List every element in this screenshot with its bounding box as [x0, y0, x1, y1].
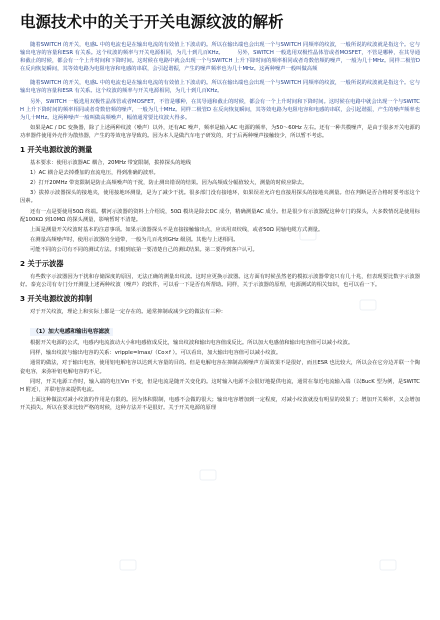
paragraph-notes: 上面是测量开关纹波时基本的注意事项。如果示波器探头不是直接接触输出点，应该用双绞线，或者50Ω 同轴电缆方式测量。: [30, 226, 324, 233]
paragraph-limitations: 上面这种做法对减小纹波的作用是有限的。因为体积限制，电感不会做的很大；输出电容增加到一定程度，对减小纹波就没有明显的效果了；增加开关频率，又会增加开关损失。所以在要求比较严格的时候，这种方法并不是很好。关于开关电源的原理: [20, 396, 420, 411]
paragraph-input-capacitor: 同时，开关电源工作时，输入端的电压Vin 不变，但是电流是随开关变化的。这时输入电源不会很好地提供电流，通常在靠近电流输入端（以BucK 型为例，是SWITCH 附近），并联电容来提供电流。: [20, 378, 420, 393]
section-heading-suppression: 3 开关电源纹波的抑制: [20, 294, 93, 304]
paragraph-bandwidth: 2）打开20MHz 带宽限制是防止高频噪声的干扰，防止测出错误的结果。因为高频成分幅值较大，测量的时候应除去。: [30, 180, 308, 187]
paragraph-hf-measure: 在测量高频噪声时，使用示波器的全通带，一般为几百兆到GHz 级别。其他与上述相同。: [30, 236, 239, 243]
paragraph-ac-noise: 如果是AC / DC 变换器，除了上述两种纹波（噪声）以外，还有AC 噪声，频率是输入AC 电源的频率，为50～60Hz 左右。还有一种共模噪声，是由于很多开关电源的功率器件使用外壳作为散热器，产生的等效电容导致的。因为本人是做汽车电子研发的，对于后两种噪声接触较少，所以暂不考虑。: [20, 124, 421, 139]
paragraph-ground-clip: 3）拔掉示波器探头的接地夹，使用接地环测量，是为了减少干扰。很多部门没有接地环，如果误差允许也直接用探头的接地夹测量。但在判断是否合格时要考虑这个因素。: [20, 190, 420, 205]
document-title: 电源技术中的关于开关电源纹波的解析: [20, 13, 284, 31]
paragraph-intro: 随着SWITCH 的开关，电感L 中的电流也是在输出电流的有效值上下波动的。所以在输出端也会出现一个与SWITCH 同频率的纹波，一般所说的纹波就是指这个。它与输出电容的容量和ESR 有关系。这个纹波的频率与开关电源相同，为几十到几百KHz。 另外，SWITCH 一般选用双极性晶体管或者MOSFET，不管是哪种，在其导通和截止的时候，都会有一个上升时间和下降时间。这时候在电路中就会出现一个与SWITCH 上升下降时间的频率相同或者奇数倍频的噪声，一般为几十MHz。同样二极管D 在反向恢复瞬间，其等效电路为电阻电容和电感的串联，会引起谐振，产生的噪声频率也为几十MHz。这两种噪声一般叫做高频: [20, 42, 420, 73]
paragraph-oscilloscope: 有些数字示波器因为干扰和存储深度的原因，无法正确的测量出纹波。这时应更换示波器。这方面有时候虽然老的模拟示波器带宽只有几十兆，但表现要比数字示波器好。泰克公司有专门分开测量上述两种纹波（噪声）的软件，可以看一下是否有所帮助。同样，关于示波器的原理，电源测试的相关知识，也可以看一下。: [20, 273, 420, 289]
paragraph-inductor-capacitor: 根据开关电源的公式，电感内电流波动大小和电感值成反比，输出纹波和输出电容值成反比。所以加大电感值和输出电容值可以减小纹波。: [30, 340, 354, 347]
paragraph-requirements: 基本要求：使用示波器AC 耦合，20MHz 带宽限制，拔掉探头的地线: [30, 160, 192, 167]
paragraph-suppression-intro: 对于开关纹波，理论上和实际上都是一定存在的。通常抑制或减少它的做法有三种：: [30, 309, 226, 316]
subsection-heading-filter: （1）加大电感和输出电容滤波: [30, 328, 113, 336]
section-heading-measurement: 1 开关电源纹波的测量: [20, 145, 93, 155]
section-heading-oscilloscope: 2 关于示波器: [20, 258, 64, 268]
paragraph-formula: 同样，输出纹波与输出电容的关系：vripple=Imax/（Co×f ）。可以看出，加大输出电容值可以减小纹波。: [30, 350, 282, 357]
paragraph-ripple: 随着SWITCH 的开关，电感L 中的电流也是在输出电流的有效值上下波动的。所以在输出端也会出现一个与SWITCH 同频率的纹波，一般所说的纹波就是指这个。它与输出电容的容量和ESR 有关系。这个纹波的频率与开关电源相同，为几十到几百KHz。: [20, 80, 420, 95]
paragraph-electrolytic: 通常的做法，对于输出电容，使用铝电解电容以达到大容量的目的。但是电解电容在抑制高频噪声方面效果不是很好，而且ESR 也比较大，所以会在它旁边并联一个陶瓷电容，来弥补铝电解电容的不足。: [20, 360, 420, 375]
paragraph-hf-noise: 另外，SWITCH 一般选用双极性晶体管或者MOSFET，不管是哪种，在其导通和截止的时候，都会有一个上升时间和下降时间。这时候在电路中就会出现一个与SWITCH 上升下降时间的频率相同或者奇数倍频的噪声，一般为几十MHz。同样二极管D 在反向恢复瞬间，其等效电路为电阻电容和电感的串联，会引起谐振，产生的噪声频率也为几十MHz。这两种噪声一般叫做高频噪声，幅值通常要比纹波大得多。: [20, 98, 420, 121]
paragraph-ac-coupling: 1）AC 耦合是去掉叠加的直流电压，得到准确的波形。: [30, 170, 159, 177]
paragraph-methods: 可能不同的公司有不同的测试方法。归根到底第一要清楚自己的测试结果。第二要得到客户认可。: [30, 246, 258, 253]
paragraph-50-ohm: 还有一点是要使用50Ω 终端。横河示波器的资料上介绍说，50Ω 模块是除去DC 成分，精确测量AC 成分。但是很少有示波器配这种专门的探头，大多数情况是使用标配100KΩ 到10MΩ 的探头测量，影响暂时不清楚。: [20, 208, 420, 223]
